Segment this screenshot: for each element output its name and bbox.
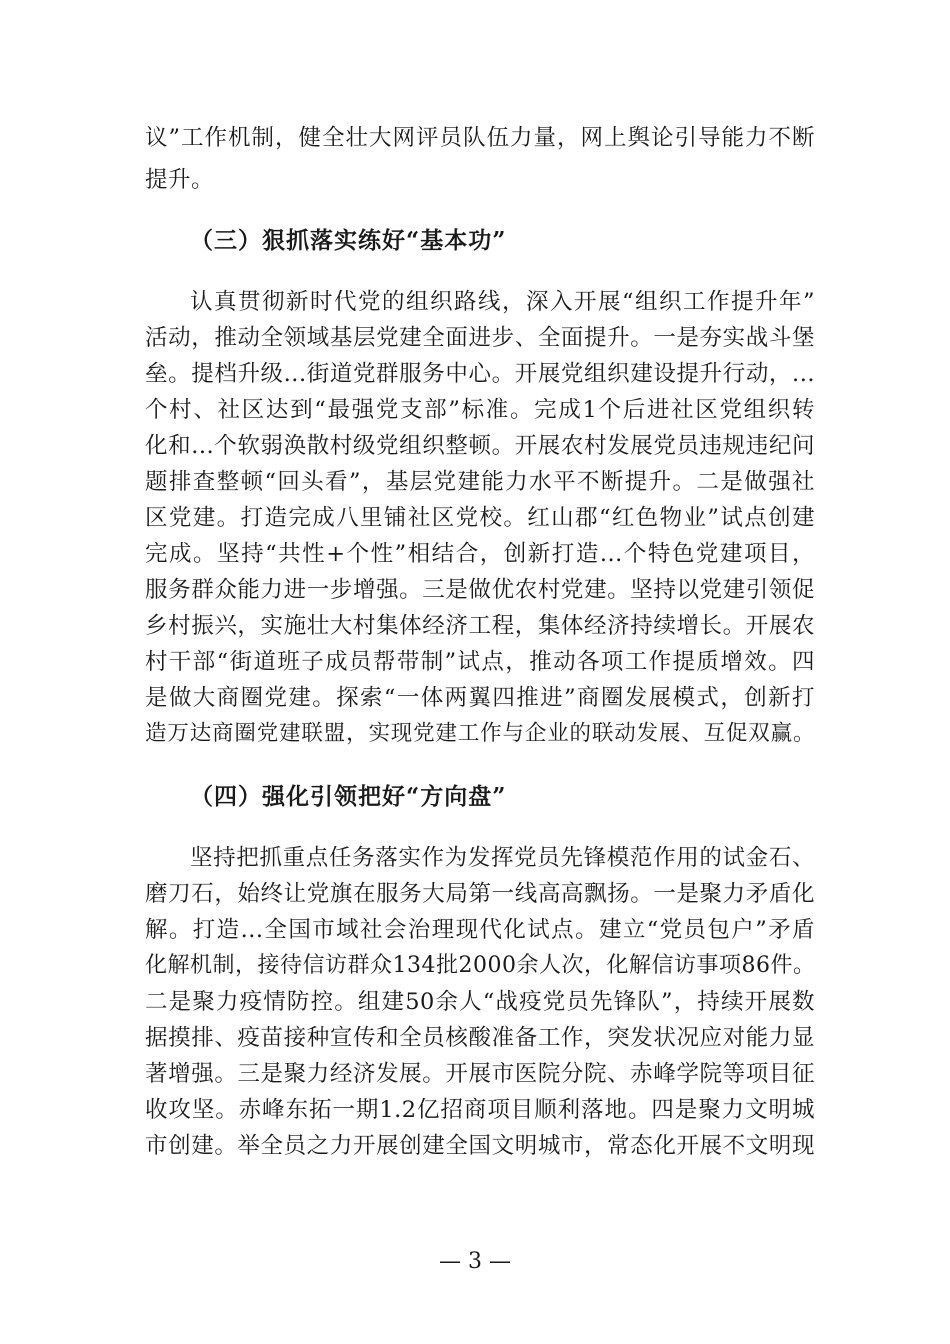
- paragraph-line: 个村、社区达到“最强党支部”标准。完成1个后进社区党组织转: [145, 397, 815, 423]
- paragraph-line: 乡村振兴，实施壮大村集体经济工程，集体经济持续增长。开展农: [145, 613, 815, 639]
- page-number: — 3 —: [439, 1249, 511, 1274]
- paragraph-line: 解。打造...全国市域社会治理现代化试点。建立“党员包户”矛盾: [145, 917, 815, 943]
- paragraph-line: 造万达商圈党建联盟，实现党建工作与企业的联动发展、互促双赢。: [145, 721, 815, 746]
- paragraph-line: 坚持把抓重点任务落实作为发挥党员先锋模范作用的试金石、: [190, 845, 815, 871]
- paragraph-line: 化解机制，接待信访群众134批2000余人次，化解信访事项86件。: [145, 953, 816, 978]
- paragraph-line: 是做大商圈党建。探索“一体两翼四推进”商圈发展模式，创新打: [145, 685, 815, 711]
- paragraph-line: 认真贯彻新时代党的组织路线，深入开展“组织工作提升年”: [190, 289, 815, 315]
- paragraph-line: 收攻坚。赤峰东拓一期1.2亿招商项目顺利落地。四是聚力文明城: [145, 1097, 815, 1123]
- paragraph-line: 提升。: [145, 167, 215, 193]
- paragraph-line: 区党建。打造完成八里铺社区党校。红山郡“红色物业”试点创建: [145, 505, 815, 531]
- paragraph-line: 磨刀石，始终让党旗在服务大局第一线高高飘扬。一是聚力矛盾化: [145, 881, 815, 907]
- paragraph-line: 活动，推动全领域基层党建全面进步、全面提升。一是夯实战斗堡: [145, 325, 815, 351]
- section-heading: （三）狠抓落实练好“基本功”: [190, 227, 507, 254]
- paragraph-line: 议”工作机制，健全壮大网评员队伍力量，网上舆论引导能力不断: [145, 125, 815, 151]
- paragraph-line: 村干部“街道班子成员帮带制”试点，推动各项工作提质增效。四: [145, 649, 815, 675]
- section-heading: （四）强化引领把好“方向盘”: [190, 783, 507, 810]
- paragraph-line: 据摸排、疫苗接种宣传和全员核酸准备工作，突发状况应对能力显: [145, 1025, 815, 1051]
- paragraph-line: 完成。坚持“共性+个性”相结合，创新打造...个特色党建项目，: [145, 541, 815, 567]
- paragraph-line: 垒。提档升级...街道党群服务中心。开展党组织建设提升行动，...: [145, 361, 815, 387]
- paragraph-line: 二是聚力疫情防控。组建50余人“战疫党员先锋队”，持续开展数: [145, 989, 815, 1015]
- paragraph-line: 著增强。三是聚力经济发展。开展市医院分院、赤峰学院等项目征: [145, 1061, 815, 1087]
- paragraph-line: 市创建。举全员之力开展创建全国文明城市，常态化开展不文明现: [145, 1133, 815, 1159]
- paragraph-line: 服务群众能力进一步增强。三是做优农村党建。坚持以党建引领促: [145, 577, 815, 603]
- paragraph-line: 题排查整顿“回头看”，基层党建能力水平不断提升。二是做强社: [145, 469, 815, 495]
- paragraph-line: 化和...个软弱涣散村级党组织整顿。开展农村发展党员违规违纪问: [145, 433, 815, 459]
